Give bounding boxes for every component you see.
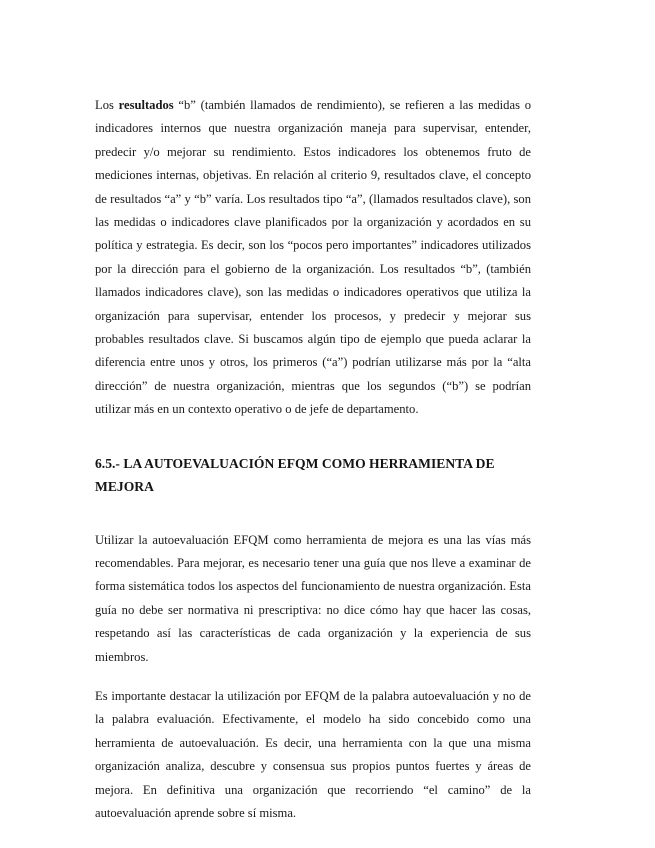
paragraph-results-b-lead: Los bbox=[95, 98, 119, 112]
section-heading-6-5: 6.5.- LA AUTOEVALUACIÓN EFQM COMO HERRAMIENTA DE MEJORA bbox=[95, 455, 495, 495]
bold-term-resultados: resultados bbox=[118, 98, 174, 112]
paragraph-self-assessment-word: Es importante destacar la utilización por EFQM de la palabra autoevaluación y no de la palabra evaluación. Efectivamente, el modelo ha sido concebido como una herramienta de autoevaluación. Es decir, una herramienta con la que una misma organización analiza, descubre y consensua sus propios puntos fuertes y áreas de mejora. En definitiva una organización que recorriendo “el camino” de la autoevaluación aprende sobre sí misma. bbox=[95, 688, 531, 820]
document-body bbox=[95, 94, 531, 825]
paragraph-self-assessment-tool: Utilizar la autoevaluación EFQM como herramienta de mejora es una las vías más recomendables. Para mejorar, es necesario tener una guía que nos lleve a examinar de forma sistemática todos los aspectos del funcionamiento de nuestra organización. Esta guía no debe ser normativa ni prescriptiva: no dice cómo hay que hacer las cosas, respetando así las características de cada organización y la experiencia de sus miembros. bbox=[95, 532, 531, 664]
paragraph-results-b-text: “b” (también llamados de rendimiento), se refieren a las medidas o indicadores internos que nuestra organización maneja para supervisar, entender, predecir y/o mejorar su rendimiento. Estos indicadores los obtenemos fruto de mediciones internas, objetivas. En relación al criterio 9, resultados clave, el concepto de resultados “a” y “b” varía. Los resultados tipo “a”, (llamados resultados clave), son las medidas o indicadores clave planificados por la organización y acordados en su política y estrategia. Es decir, son los “pocos pero importantes” indicadores utilizados por la dirección para el gobierno de la organización. Los resultados “b”, (también llamados indicadores clave), son las medidas o indicadores operativos que utiliza la organización para supervisar, entender los procesos, y predecir y mejorar sus probables resultados clave. Si buscamos algún tipo de ejemplo que pueda aclarar la diferencia entre unos y otros, los primeros (“a”) podrían utilizarse más por la “alta dirección” de nuestra organización, mientras que los segundos (“b”) se podrían utilizar más en un contexto operativo o de jefe de departamento. bbox=[95, 98, 531, 417]
paragraph-results-b bbox=[95, 94, 531, 422]
